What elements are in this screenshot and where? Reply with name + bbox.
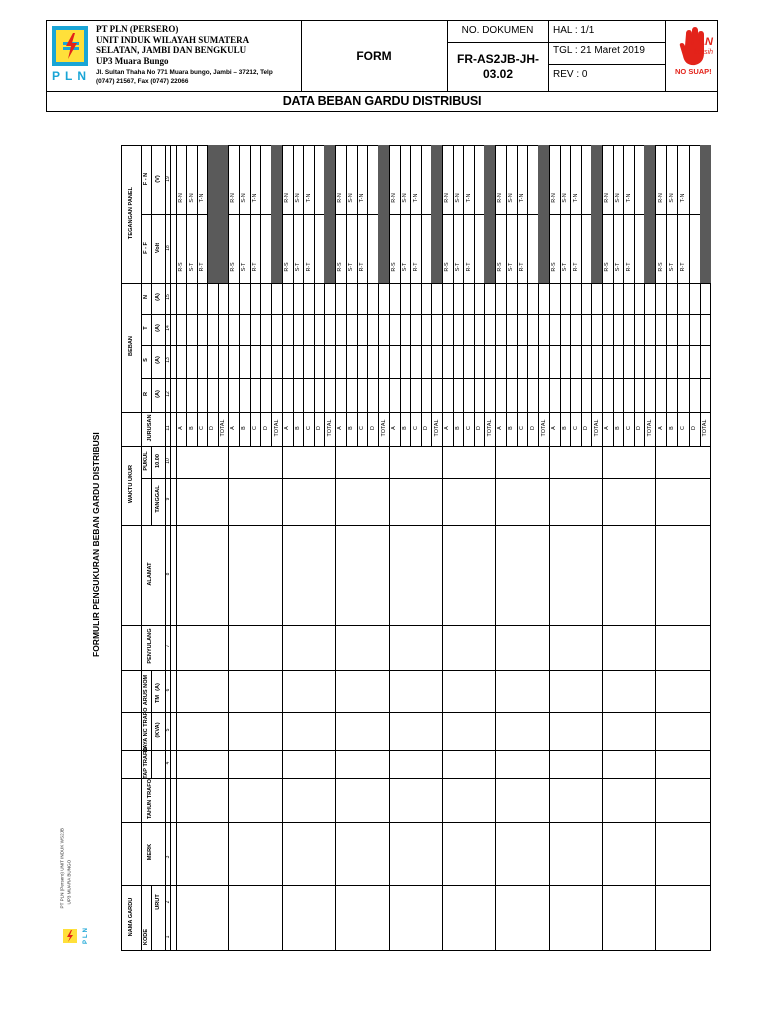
fn-cell: T-N bbox=[199, 193, 205, 203]
ff-cell: R-S bbox=[284, 262, 291, 272]
header-s: S bbox=[143, 358, 149, 362]
jurusan-cell: B bbox=[188, 426, 195, 430]
grid-line bbox=[121, 778, 711, 779]
shaded-cell bbox=[431, 145, 442, 283]
grid-line bbox=[689, 145, 690, 446]
ff-cell: R-T bbox=[572, 262, 579, 272]
grid-line bbox=[121, 670, 711, 671]
grid-line bbox=[151, 885, 152, 951]
jurusan-cell: TOTAL bbox=[593, 419, 600, 437]
doc-no-value: FR-AS2JB-JH-03.02 bbox=[456, 52, 539, 81]
grid-line bbox=[303, 145, 304, 446]
header-tap-trafo: TAP TRAFO bbox=[143, 747, 149, 779]
company-address bbox=[96, 68, 301, 86]
jurusan-cell: C bbox=[519, 426, 525, 430]
company-line: PT PLN (PERSERO) bbox=[96, 24, 179, 34]
ff-cell: R-S bbox=[657, 262, 664, 272]
grid-line bbox=[121, 750, 711, 751]
ff-cell: R-S bbox=[230, 262, 237, 272]
ff-cell: S-T bbox=[294, 262, 301, 272]
column-number: 8 bbox=[164, 572, 171, 576]
grid-line bbox=[506, 145, 507, 446]
grid-line bbox=[141, 314, 711, 315]
grid-line bbox=[421, 145, 422, 446]
small-pln-text: PLN bbox=[83, 926, 89, 944]
ff-cell: R-S bbox=[497, 262, 504, 272]
no-bribe-badge bbox=[672, 24, 716, 86]
column-number: 18 bbox=[164, 245, 171, 251]
fn-cell: S-N bbox=[188, 193, 195, 203]
jurusan-cell: B bbox=[668, 426, 675, 430]
grid-line bbox=[549, 145, 550, 951]
jurusan-cell: D bbox=[583, 426, 590, 430]
grid-line bbox=[367, 145, 368, 446]
header-r: R bbox=[143, 391, 149, 397]
jurusan-cell: TOTAL bbox=[380, 419, 387, 437]
jurusan-cell: A bbox=[178, 426, 185, 430]
address-line: Jl. Sultan Thaha No 771 Muara bungo, Jambi – 37212, Telp bbox=[96, 69, 273, 76]
fn-cell: T-N bbox=[519, 193, 525, 203]
jurusan-cell: C bbox=[199, 426, 205, 430]
fn-cell: R-N bbox=[657, 193, 664, 203]
jurusan-cell: D bbox=[423, 426, 430, 430]
ff-cell: S-T bbox=[454, 262, 461, 272]
header-tegangan-panel: TEGANGAN PANEL bbox=[128, 186, 134, 240]
ff-cell: R-T bbox=[625, 262, 632, 272]
grid-line bbox=[151, 145, 152, 283]
address-line: (0747) 21567, Fax (0747) 22066 bbox=[96, 78, 189, 85]
grid-line bbox=[141, 478, 711, 479]
shaded-cell bbox=[538, 145, 549, 283]
column-number: 19 bbox=[164, 176, 171, 182]
company-name bbox=[96, 24, 296, 66]
grid-line bbox=[357, 145, 358, 446]
column-number: 13 bbox=[164, 357, 171, 363]
ff-cell: R-S bbox=[337, 262, 344, 272]
jurusan-cell: TOTAL bbox=[646, 419, 653, 437]
column-number: 9 bbox=[164, 497, 171, 501]
jurusan-cell: A bbox=[657, 426, 664, 430]
jurusan-cell: B bbox=[294, 426, 301, 430]
ff-cell: R-S bbox=[178, 262, 185, 272]
header-volt: Volt bbox=[155, 242, 161, 254]
ff-cell: S-T bbox=[508, 262, 515, 272]
ff-cell: R-T bbox=[359, 262, 365, 272]
shaded-cell bbox=[644, 145, 655, 283]
fn-cell: T-N bbox=[305, 193, 312, 203]
jurusan-cell: D bbox=[691, 426, 698, 430]
fn-cell: S-N bbox=[614, 193, 621, 203]
header-kva: (KVA) bbox=[155, 722, 161, 738]
grid-line bbox=[400, 145, 401, 446]
header-pukul-value: 10.00 bbox=[155, 454, 161, 468]
lightning-bolt-icon bbox=[60, 32, 82, 60]
ff-cell: R-T bbox=[252, 262, 258, 272]
jurusan-cell: A bbox=[230, 426, 237, 430]
shaded-cell bbox=[271, 145, 282, 283]
divider bbox=[548, 64, 665, 65]
header-tanggal: TANGGAL bbox=[155, 485, 161, 513]
jurusan-cell: C bbox=[465, 426, 472, 430]
fn-cell: R-N bbox=[604, 193, 611, 203]
jurusan-cell: B bbox=[348, 426, 355, 430]
ff-cell: S-T bbox=[188, 262, 195, 272]
fn-cell: S-N bbox=[294, 193, 301, 203]
jurusan-cell: A bbox=[444, 426, 451, 430]
header-fn: F - N bbox=[143, 172, 149, 186]
badge-no-suap: NO SUAP! bbox=[675, 67, 712, 76]
divider bbox=[548, 20, 549, 92]
fn-cell: S-N bbox=[561, 193, 568, 203]
header-daya-nc: DAYA NC TRAFO bbox=[143, 707, 149, 753]
column-number: 12 bbox=[164, 391, 171, 397]
ff-cell: R-T bbox=[519, 262, 525, 272]
shaded-cell bbox=[591, 145, 602, 283]
form-side-title: FORMULIR PENGUKURAN BEBAN GARDU DISTRIBUSI bbox=[91, 432, 101, 657]
header-r-unit: (A) bbox=[155, 390, 161, 398]
jurusan-cell: A bbox=[284, 426, 291, 430]
small-pln-logo-icon bbox=[62, 928, 78, 944]
fn-cell: R-N bbox=[230, 193, 237, 203]
jurusan-cell: D bbox=[369, 426, 376, 430]
ff-cell: S-T bbox=[401, 262, 408, 272]
ff-cell: R-S bbox=[604, 262, 611, 272]
ff-cell: R-T bbox=[305, 262, 312, 272]
jurusan-cell: C bbox=[305, 426, 312, 430]
grid-line bbox=[141, 378, 711, 379]
ff-cell: R-T bbox=[465, 262, 472, 272]
jurusan-cell: C bbox=[625, 426, 632, 430]
jurusan-cell: TOTAL bbox=[486, 419, 493, 437]
grid-line bbox=[346, 145, 347, 446]
grid-line bbox=[260, 145, 261, 446]
grid-line bbox=[228, 145, 229, 951]
ff-cell: R-S bbox=[391, 262, 398, 272]
grid-line bbox=[570, 145, 571, 446]
jurusan-cell: C bbox=[680, 426, 686, 430]
grid-line bbox=[410, 145, 411, 446]
shaded-cell bbox=[324, 145, 335, 283]
ff-cell: S-T bbox=[614, 262, 621, 272]
header-tm: TM bbox=[155, 694, 161, 704]
fn-cell: T-N bbox=[465, 193, 472, 203]
pln-logo-text: PLN bbox=[52, 69, 91, 83]
column-number: 6 bbox=[164, 688, 171, 692]
shaded-cell bbox=[378, 145, 389, 283]
jurusan-cell: B bbox=[241, 426, 248, 430]
fn-cell: S-N bbox=[508, 193, 515, 203]
shaded-cell bbox=[208, 145, 228, 283]
column-number: 11 bbox=[164, 425, 171, 431]
fn-cell: T-N bbox=[625, 193, 632, 203]
grid-line bbox=[581, 145, 582, 446]
header-nama-gardu: NAMA GARDU bbox=[128, 897, 134, 937]
grid-line bbox=[121, 525, 711, 526]
fn-cell: T-N bbox=[359, 193, 365, 203]
header-t-unit: (A) bbox=[155, 324, 161, 332]
grid-line bbox=[517, 145, 518, 446]
form-label: FORM bbox=[356, 48, 392, 63]
fn-cell: T-N bbox=[680, 193, 686, 203]
jurusan-cell: TOTAL bbox=[219, 419, 226, 437]
grid-line bbox=[474, 145, 475, 446]
grid-line bbox=[623, 145, 624, 446]
column-number: 4 bbox=[164, 761, 171, 765]
column-number: 15 bbox=[164, 294, 171, 300]
company-line: SELATAN, JAMBI DAN BENGKULU bbox=[96, 45, 247, 55]
jurusan-cell: A bbox=[391, 426, 398, 430]
grid-line bbox=[389, 145, 390, 951]
grid-line bbox=[121, 712, 711, 713]
header-arus-nom: ARUS NOM bbox=[143, 674, 149, 706]
fn-cell: R-N bbox=[391, 193, 398, 203]
grid-line bbox=[335, 145, 336, 951]
jurusan-cell: D bbox=[636, 426, 643, 430]
header-tahun-trafo: TAHUN TRAFO bbox=[147, 779, 153, 819]
grid-line bbox=[250, 145, 251, 446]
header-merk: MERK bbox=[147, 843, 153, 861]
column-number: 1 bbox=[164, 935, 171, 939]
jurusan-cell: B bbox=[454, 426, 461, 430]
jurusan-cell: D bbox=[209, 426, 216, 430]
column-number: 7 bbox=[164, 644, 171, 648]
badge-pln: PLN bbox=[691, 36, 713, 48]
header-pukul: PUKUL bbox=[143, 451, 149, 471]
grid-line bbox=[121, 822, 711, 823]
fn-cell: R-N bbox=[497, 193, 504, 203]
fn-cell: T-N bbox=[572, 193, 579, 203]
ff-cell: R-T bbox=[412, 262, 419, 272]
fn-cell: R-N bbox=[551, 193, 558, 203]
header-alamat: ALAMAT bbox=[147, 562, 153, 586]
page-title: DATA BEBAN GARDU DISTRIBUSI bbox=[46, 91, 718, 112]
jurusan-cell: C bbox=[252, 426, 258, 430]
company-line: UP3 Muara Bungo bbox=[96, 55, 169, 66]
grid-line bbox=[197, 145, 198, 446]
badge-bersih: bersih bbox=[694, 49, 714, 56]
jurusan-cell: C bbox=[572, 426, 579, 430]
divider bbox=[447, 42, 548, 43]
footnote-line: PT PLN (Persero) UNIT INDUK WS2JB bbox=[59, 828, 65, 909]
grid-line bbox=[666, 145, 667, 446]
fn-cell: R-N bbox=[178, 193, 185, 203]
column-number: 5 bbox=[164, 728, 171, 732]
column-number: 3 bbox=[164, 855, 171, 859]
header-jurusan: JURUSAN bbox=[147, 414, 153, 442]
jurusan-cell: C bbox=[412, 426, 419, 430]
header-arus-unit: (A) bbox=[155, 683, 161, 691]
footnote-line: UP3 MUARA BUNGO bbox=[66, 859, 72, 905]
grid-line bbox=[121, 885, 711, 886]
header-n: N bbox=[143, 294, 149, 300]
jurusan-cell: D bbox=[262, 426, 269, 430]
grid-line bbox=[176, 145, 177, 951]
header-kode: KODE bbox=[143, 928, 149, 946]
fn-cell: T-N bbox=[412, 193, 419, 203]
jurusan-cell: TOTAL bbox=[540, 419, 547, 437]
grid-line bbox=[141, 145, 142, 951]
doc-no-label: NO. DOKUMEN bbox=[461, 25, 534, 36]
grid-line bbox=[560, 145, 561, 446]
ff-cell: S-T bbox=[241, 262, 248, 272]
column-number: 14 bbox=[164, 325, 171, 331]
jurusan-cell: B bbox=[401, 426, 408, 430]
header-urut: URUT bbox=[155, 894, 161, 910]
grid-line bbox=[677, 145, 678, 446]
jurusan-cell: B bbox=[614, 426, 621, 430]
ff-cell: R-S bbox=[444, 262, 451, 272]
grid-line bbox=[293, 145, 294, 446]
header-n-unit: (A) bbox=[155, 293, 161, 301]
page-info: HAL : 1/1 bbox=[553, 25, 595, 36]
grid-line bbox=[634, 145, 635, 446]
grid-line bbox=[613, 145, 614, 446]
header-ff: F - F bbox=[143, 242, 149, 254]
jurusan-cell: D bbox=[316, 426, 323, 430]
grid-line bbox=[186, 145, 187, 446]
fn-cell: R-N bbox=[284, 193, 291, 203]
column-number: 2 bbox=[164, 900, 171, 904]
jurusan-cell: TOTAL bbox=[433, 419, 440, 437]
shaded-cell bbox=[484, 145, 495, 283]
ff-cell: R-S bbox=[551, 262, 558, 272]
ff-cell: R-T bbox=[680, 262, 686, 272]
grid-line bbox=[453, 145, 454, 446]
fn-cell: T-N bbox=[252, 193, 258, 203]
fn-cell: S-N bbox=[668, 193, 675, 203]
revision-info: REV : 0 bbox=[553, 69, 588, 80]
header-waktu-ukur: WAKTU UKUR bbox=[128, 464, 134, 504]
header-s-unit: (A) bbox=[155, 356, 161, 364]
jurusan-cell: TOTAL bbox=[326, 419, 333, 437]
header-beban: BEBAN bbox=[128, 336, 134, 356]
date-info: TGL : 21 Maret 2019 bbox=[553, 45, 645, 56]
jurusan-cell: TOTAL bbox=[702, 419, 709, 437]
grid-line bbox=[655, 145, 656, 951]
grid-line bbox=[442, 145, 443, 951]
fn-cell: S-N bbox=[454, 193, 461, 203]
ff-cell: S-T bbox=[668, 262, 675, 272]
jurusan-cell: A bbox=[497, 426, 504, 430]
ff-cell: S-T bbox=[561, 262, 568, 272]
grid-line bbox=[495, 145, 496, 951]
jurusan-cell: D bbox=[529, 426, 536, 430]
fn-cell: S-N bbox=[348, 193, 355, 203]
jurusan-cell: B bbox=[508, 426, 515, 430]
header-v: (V) bbox=[155, 175, 161, 183]
grid-line bbox=[602, 145, 603, 951]
jurusan-cell: TOTAL bbox=[273, 419, 280, 437]
jurusan-cell: B bbox=[561, 426, 568, 430]
grid-line bbox=[282, 145, 283, 951]
grid-line bbox=[141, 345, 711, 346]
jurusan-cell: A bbox=[551, 426, 558, 430]
company-line: UNIT INDUK WILAYAH SUMATERA bbox=[96, 34, 250, 45]
jurusan-cell: D bbox=[476, 426, 483, 430]
grid-line bbox=[239, 145, 240, 446]
grid-line bbox=[121, 625, 711, 626]
jurusan-cell: A bbox=[604, 426, 611, 430]
grid-line bbox=[527, 145, 528, 446]
grid-line bbox=[314, 145, 315, 446]
header-penyulang: PENYULANG bbox=[147, 628, 153, 664]
jurusan-cell: C bbox=[359, 426, 365, 430]
ff-cell: S-T bbox=[348, 262, 355, 272]
divider bbox=[548, 42, 665, 43]
grid-line bbox=[463, 145, 464, 446]
ff-cell: R-T bbox=[199, 262, 205, 272]
header-t: T bbox=[143, 326, 149, 330]
column-number: 10 bbox=[164, 458, 171, 464]
fn-cell: S-N bbox=[401, 193, 408, 203]
shaded-cell bbox=[700, 145, 711, 283]
fn-cell: R-N bbox=[337, 193, 344, 203]
fn-cell: R-N bbox=[444, 193, 451, 203]
fn-cell: S-N bbox=[241, 193, 248, 203]
jurusan-cell: A bbox=[337, 426, 344, 430]
divider bbox=[665, 20, 666, 92]
